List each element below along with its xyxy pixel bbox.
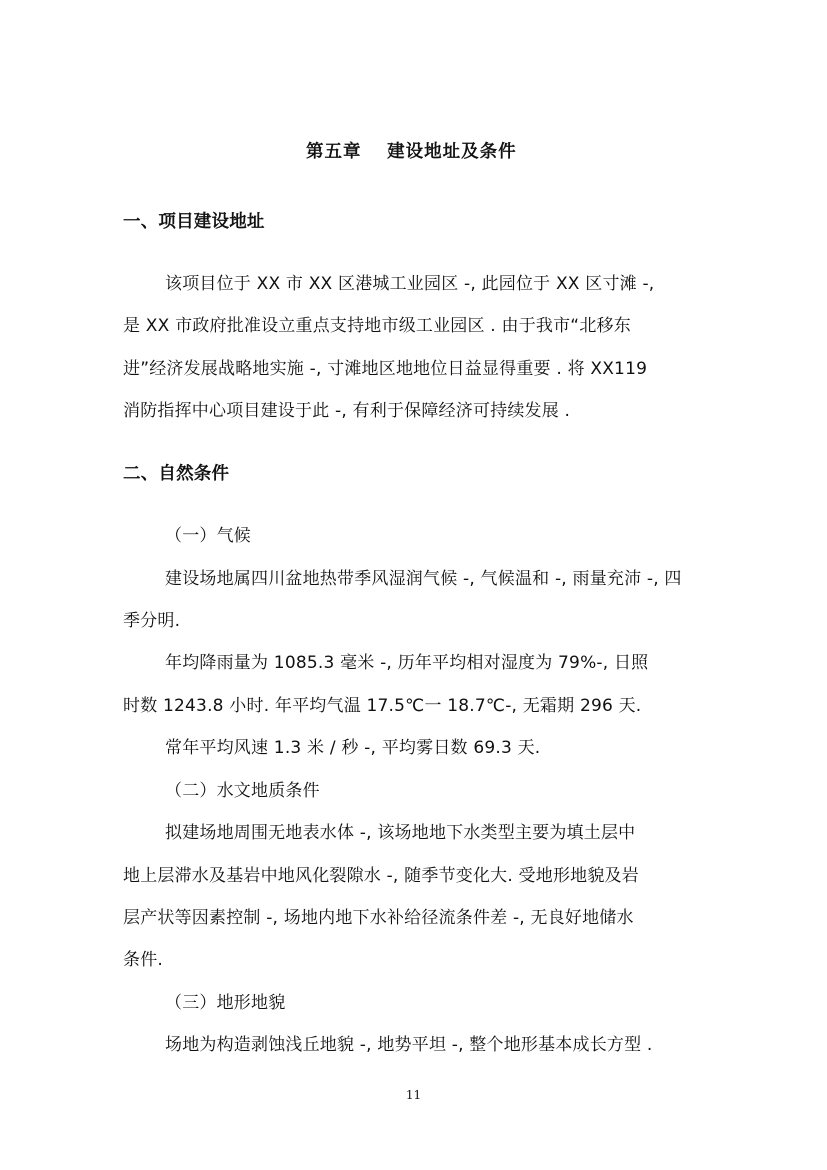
- paragraph-line: 场地为构造剥蚀浅丘地貌 -, 地势平坦 -, 整个地形基本成长方型 .: [165, 1035, 653, 1055]
- subheading-climate: （一）气候: [165, 526, 251, 546]
- paragraph-line: 年均降雨量为 1085.3 毫米 -, 历年平均相对湿度为 79%-, 日照: [165, 653, 649, 673]
- page-number: 11: [405, 1088, 422, 1102]
- paragraph-line: 是 XX 市政府批准设立重点支持地市级工业园区 . 由于我市“北移东: [123, 316, 631, 336]
- subheading-hydro: （二）水文地质条件: [165, 781, 320, 801]
- paragraph-line: 时数 1243.8 小时. 年平均气温 17.5℃一 18.7℃-, 无霜期 296 天.: [123, 696, 642, 716]
- paragraph-line: 该项目位于 XX 市 XX 区港城工业园区 -, 此园位于 XX 区寸滩 -,: [165, 274, 655, 294]
- subheading-terrain: （三）地形地貌: [165, 993, 286, 1013]
- chapter-title: 第五章 建设地址及条件: [306, 142, 517, 162]
- paragraph-line: 常年平均风速 1.3 米 / 秒 -, 平均雾日数 69.3 天.: [165, 738, 541, 758]
- paragraph-line: 拟建场地周围无地表水体 -, 该场地地下水类型主要为填土层中: [165, 823, 636, 843]
- paragraph-line: 地上层滞水及基岩中地风化裂隙水 -, 随季节变化大. 受地形地貌及岩: [123, 866, 639, 886]
- paragraph-line: 季分明.: [123, 611, 181, 631]
- paragraph-line: 层产状等因素控制 -, 场地内地下水补给径流条件差 -, 无良好地储水: [123, 908, 634, 928]
- paragraph-line: 进”经济发展战略地实施 -, 寸滩地区地地位日益显得重要 . 将 XX119: [123, 359, 648, 379]
- paragraph-line: 消防指挥中心项目建设于此 -, 有利于保障经济可持续发展 .: [123, 401, 571, 421]
- paragraph-line: 条件.: [123, 950, 164, 970]
- section-heading-nature: 二、自然条件: [123, 464, 230, 484]
- paragraph-line: 建设场地属四川盆地热带季风湿润气候 -, 气候温和 -, 雨量充沛 -, 四: [165, 569, 682, 589]
- section-heading-site: 一、项目建设地址: [123, 212, 265, 232]
